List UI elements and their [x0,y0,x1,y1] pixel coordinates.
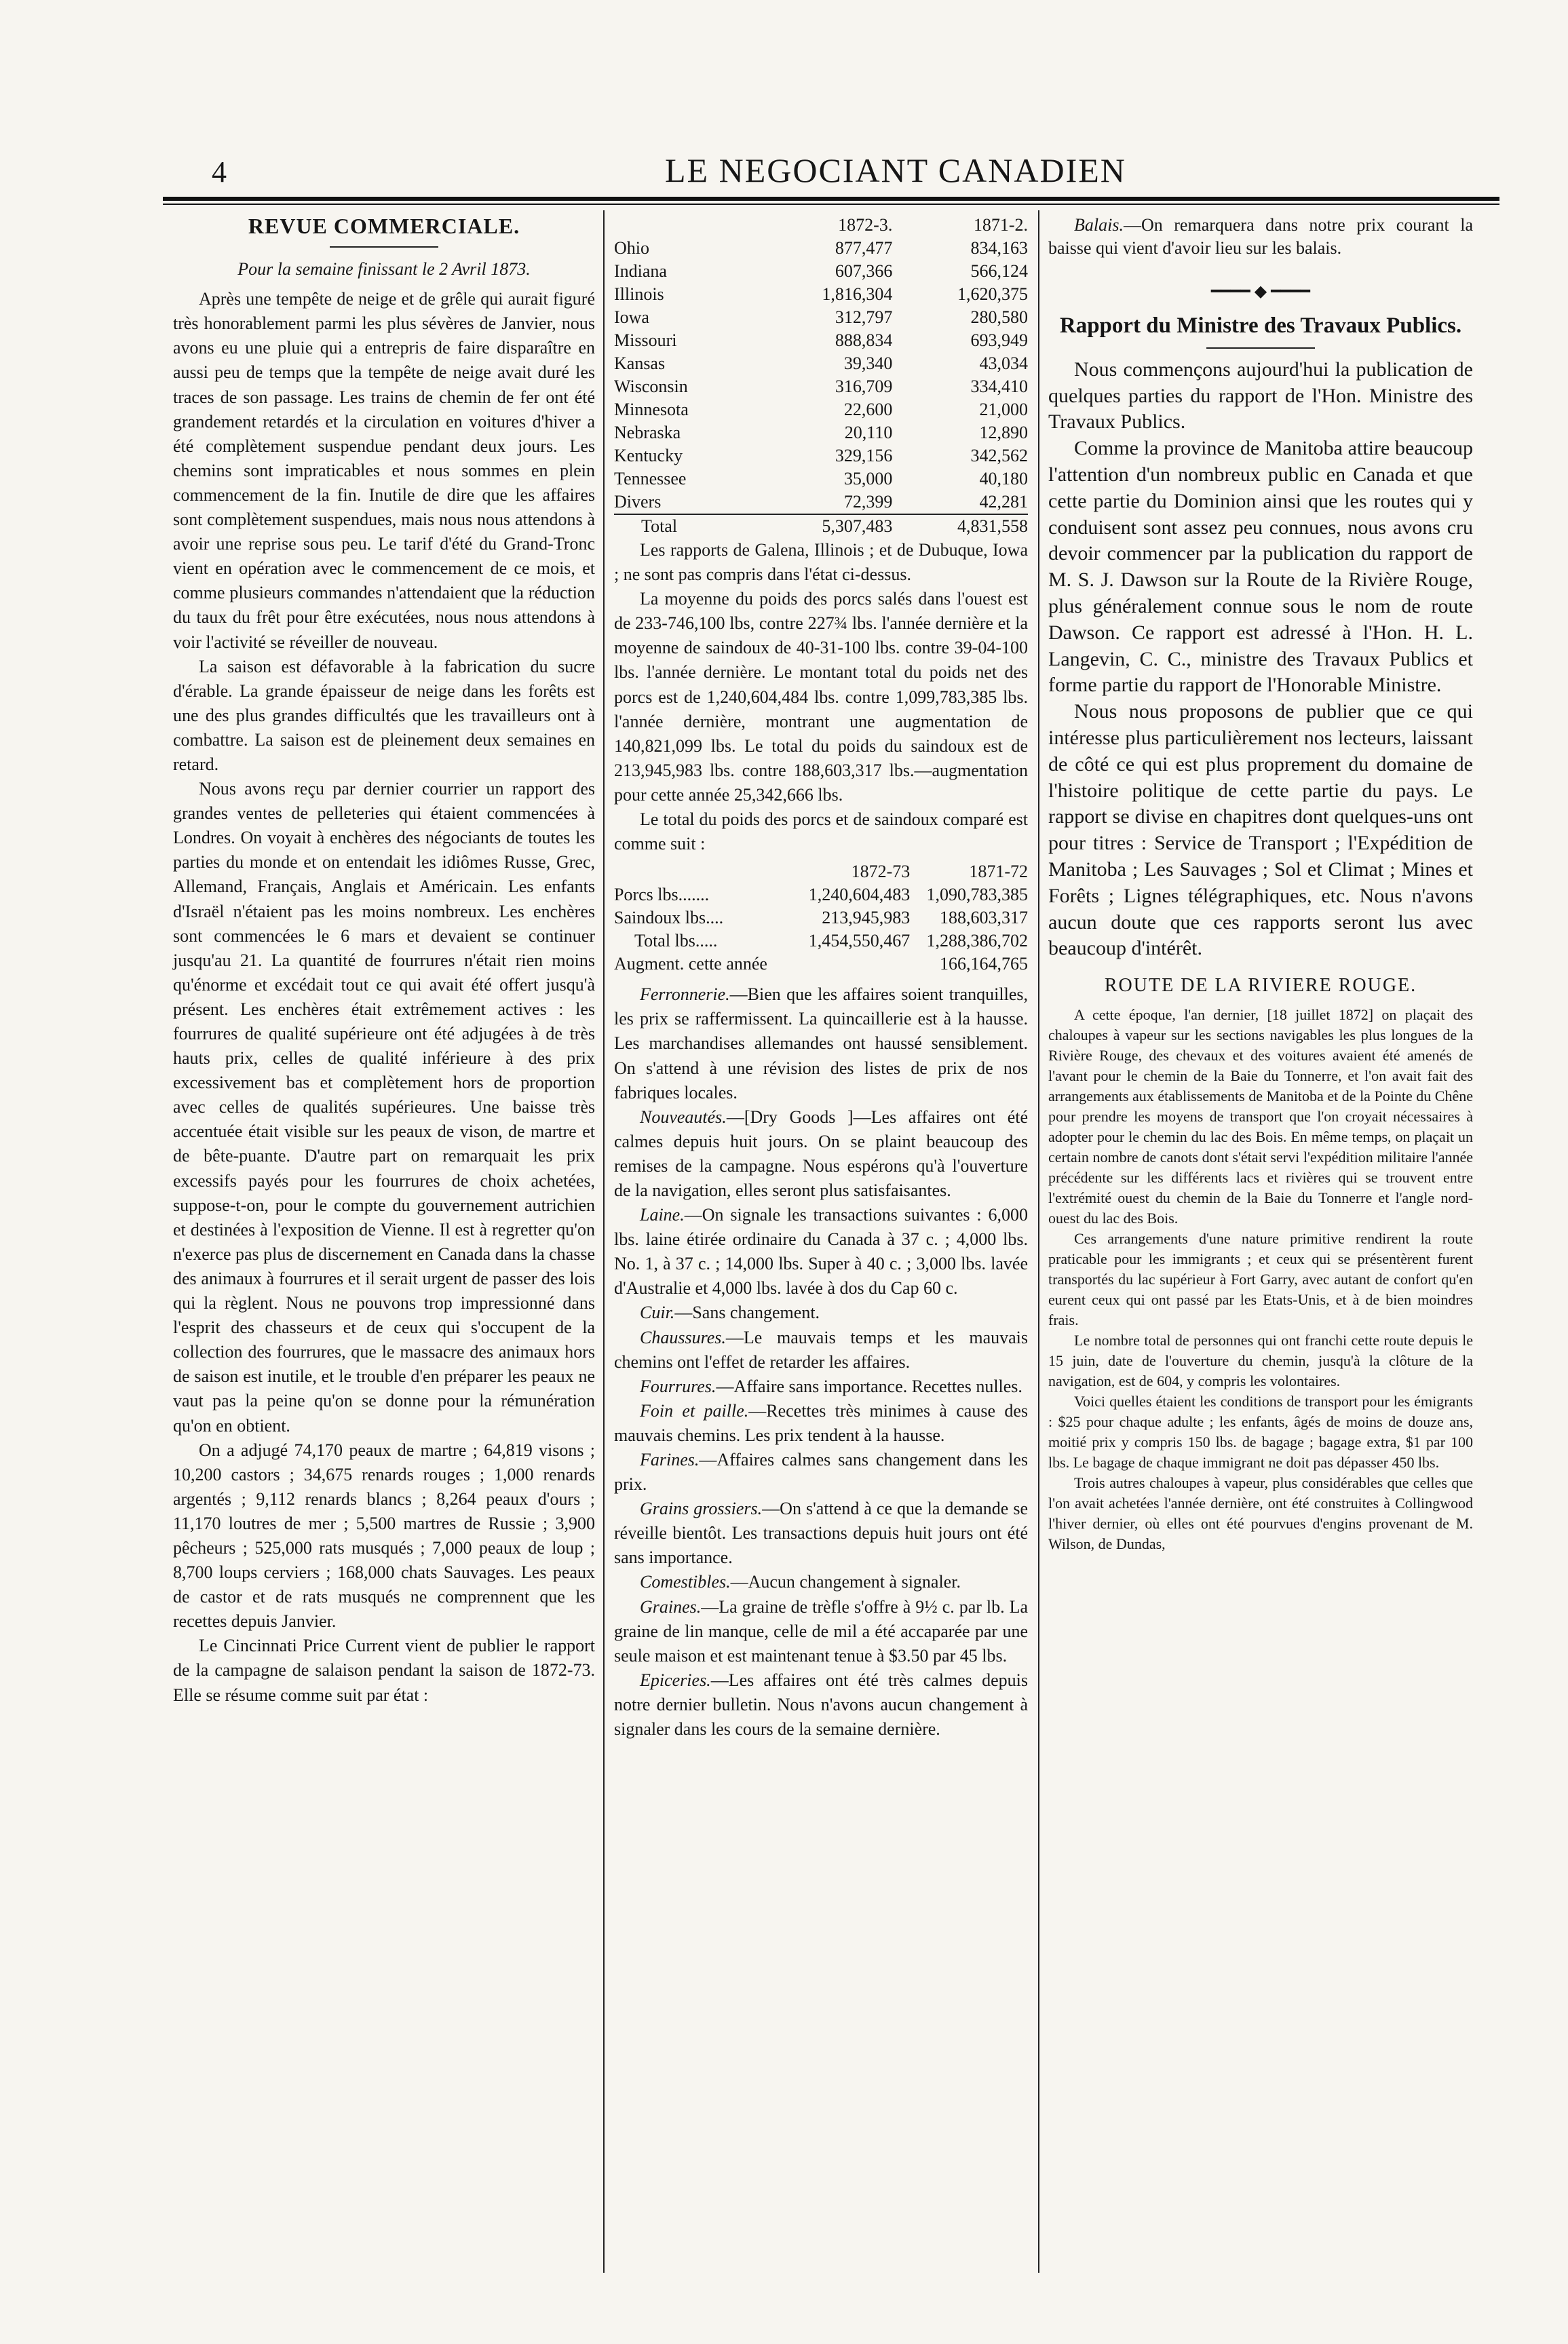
market-item: Farines.—Affaires calmes sans changement dans les prix. [614,1450,1028,1495]
market-item: Laine.—On signale les transactions suivantes : 6,000 lbs. laine étirée ordinaire du Canada à 37 c. ; 4,000 lbs. No. 1, à 37 c. ; 14,000 lbs. Super à 40 c. ; 3,000 lbs. lavée d'Australie et 4,000 lbs. lavée à dos du Cap 60 c. [614,1205,1028,1299]
page-number: 4 [212,155,227,189]
table-row: Tennessee 35,000 40,180 [614,469,1028,488]
table-header-row [614,214,1028,237]
paragraph: Le total du poids des porcs et de saindoux comparé est comme suit : [614,809,1028,854]
table-row: Kansas 39,340 43,034 [614,353,1028,373]
table-total-row: Total lbs..... 1,454,550,467 1,288,386,702 [634,931,1028,951]
table-row: Minnesota 22,600 21,000 [614,400,1028,419]
market-item: Epiceries.—Les affaires ont été très calmes depuis notre dernier bulletin. Nous n'avons aucun changement à signaler dans les cours de la semaine dernière. [614,1670,1028,1740]
column-revue-commerciale [173,214,595,1708]
paragraph: Les rapports de Galena, Illinois ; et de Dubuque, Iowa ; ne sont pas compris dans l'état ci-dessus. [614,540,1028,585]
market-item: Graines.—La graine de trèfle s'offre à 9½ c. par lb. La graine de lin manque, celle de mil a été accaparée par une seule maison et est maintenant tenue à $3.50 par 45 lbs. [614,1596,1028,1666]
comparison-table [614,860,1028,976]
market-item: Foin et paille.—Recettes très minimes à cause des mauvais chemins. Les prix tendent à la hausse. [614,1400,1028,1445]
table-row: Saindoux lbs.... 213,945,983 188,603,317 [614,908,1028,928]
column-divider [603,210,605,2273]
table-row: Porcs lbs....... 1,240,604,483 1,090,783,385 [614,885,1028,905]
table-row: Ohio 877,477 834,163 [614,238,1028,258]
column-header: 1872-3. [838,215,893,235]
market-items [614,982,1028,1742]
header-rule-thin [163,204,1499,205]
column-travaux-publics [1048,214,1473,1554]
table-row: Missouri 888,834 693,949 [614,330,1028,350]
paragraph: Nous commençons aujourd'hui la publication de quelques parties du rapport de l'Hon. Ministre des Travaux Publics. [1048,358,1473,434]
table-header-row: 1872-73 1871-72 [851,862,1028,882]
issue-date: Pour la semaine finissant le 2 Avril 1873. [237,259,531,280]
table-row: Indiana 607,366 566,124 [614,261,1028,281]
column-header: 1871-2. [973,215,1028,235]
salaison-table [614,214,1028,538]
paragraph: La moyenne du poids des porcs salés dans l'ouest est de 233-746,100 lbs, contre 227¾ lbs. l'année dernière et la moyenne de saindoux de 40-31-100 lbs. contre 39-04-100 lbs. l'année dernière. Le montant total du poids net des porcs est de 1,240,604,484 lbs. contre 1,099,783,385 lbs. l'année dernière, montrant une augmentation de 140,821,099 lbs. Le total du poids du saindoux est de 213,945,983 lbs. contre 188,603,317 lbs.—augmentation pour cette année 25,342,666 lbs. [614,589,1028,805]
market-item: Ferronnerie.—Bien que les affaires soient tranquilles, les prix se raffermissent. La quincaillerie est à la hausse. Les marchandises allemandes ont haussé sensiblement. On s'attend à une révision des listes de prix de nos fabriques locales. [614,984,1028,1102]
paragraph: Ces arrangements d'une nature primitive rendirent la route praticable pour les immigrants ; et ceux qui se présentèrent furent transportés du lac supérieur à Fort Garry, avec autant de confort qu'en eurent ceux qui ont passé par les Etats-Unis, et à de bien moindres frais. [1048,1229,1473,1328]
column-statistics [614,214,1028,1742]
market-item: Grains grossiers.—On s'attend à ce que la demande se réveille bientôt. Les transactions depuis huit jours ont été sans importance. [614,1499,1028,1568]
paragraph: La saison est défavorable à la fabrication du sucre d'érable. La grande épaisseur de neige dans les forêts est une des plus grandes difficultés que les travailleurs ont à combattre. La saison est de pleinement deux semaines en retard. [173,656,595,774]
paragraph: Après une tempête de neige et de grêle qui aurait figuré très honorablement parmi les plus sévères de Janvier, nous avons eu une pluie qui a entrepris de faire disparaître en aussi peu de temps que la tempête de neige avait duré les traces de son passage. Les trains de chemin de fer ont été grandement retardés et la circulation en voitures d'hiver a été complètement suspendue pendant deux jours. Les chemins sont impraticables et nous sommes en plein commencement de la fin. Inutile de dire que les affaires sont complètement suspendues, mais nous nous attendons à avoir une reprise sous peu. Le tarif d'été du Grand-Tronc vient en opération avec le commencement de ce mois, et comme plusieurs commandes n'attendaient que la réduction du taux du frêt pour être exécutées, nous nous attendons à voir l'activité se réveiller de nouveau. [173,289,595,652]
paragraph: Nous avons reçu par dernier courrier un rapport des grandes ventes de pelleteries qui étaient commencées à Londres. On voyait à enchères des négociants de toutes les parties du monde et on entendait les idiômes Russe, Grec, Allemand, Français, Anglais et Américain. Les enfants d'Israël n'étaient pas les moins nombreux. Les enchères sont commencées le 6 mars et devaient se continuer jusqu'au 21. La quantité de fourrures n'était rien moins qu'énorme et excédait tout ce qui avait été offert jusqu'à présent. Les enchères était extrêmement actives : les fourrures de qualité supérieure ont été adjugées à de très hauts prix, celles de qualité inférieure à des prix excessivement bas et complètement hors de proportion avec celles de qualités supérieures. Une baisse très accentuée était visible sur les peaux de vison, de martre et de bête-puante. D'autre part on remarquait les prix excessifs payés pour les fourrures de choix achetées, suppose-t-on, pour le compte du gouvernement autrichien et destinées à l'exposition de Vienne. Il est à regretter qu'on n'exerce pas plus de discernement en Canada dans la chasse des animaux à fourrures et il serait urgent de passer des lois qui la règlent. Nous ne pouvons trop impressionné dans l'esprit des chasseurs et de ceux qui s'occupent de la collection des fourrures, que le massacre des animaux hors de saison est inutile, et le trouble d'en préparer les peaux ne vaut pas la peine qu'on se donne pour la rémunération qu'on en obtient. [173,779,595,1436]
paragraph: Trois autres chaloupes à vapeur, plus considérables que celles que l'on avait achetées l'année dernière, ont été construites à Collingwood l'hiver dernier, où elles ont été pourvues d'engins provenant de M. Wilson, de Dundas, [1048,1474,1473,1552]
market-item: Fourrures.—Affaire sans importance. Recettes nulles. [640,1376,1022,1396]
paragraph: On a adjugé 74,170 peaux de martre ; 64,819 visons ; 10,200 castors ; 34,675 renards rouges ; 1,000 renards argentés ; 9,112 renards blancs ; 8,264 peaux d'ours ; 11,170 loutres de mer ; 5,500 martres de Russie ; 3,900 pêcheurs ; 525,000 rats musqués ; 7,000 peaux de loup ; 8,700 loups cerviers ; 168,000 chats Sauvages. Les peaux de castor et de rats musqués ne comprennent que les recettes depuis Janvier. [173,1440,595,1632]
sub-heading: ROUTE DE LA RIVIERE ROUGE. [1104,975,1417,997]
section-heading: REVUE COMMERCIALE. [248,214,520,238]
paragraph: Comme la province de Manitoba attire beaucoup l'attention d'un nombreux public en Canada et que cette partie du Dominion ainsi que les routes qui y conduisent sont assez peu connues, nous avons cru devoir commencer par la publication du rapport de M. S. J. Dawson sur la Route de la Rivière Rouge, plus généralement connue sous le nom de route Dawson. Ce rapport est adressé à l'Hon. H. L. Langevin, C. C., ministre des Travaux Publics et forme partie du rapport de l'Honorable Ministre. [1048,437,1473,697]
market-item: Nouveautés.—[Dry Goods ]—Les affaires ont été calmes depuis huit jours. On se plaint beaucoup des remises de la campagne. Nous espérons qu'à l'ouverture de la navigation, elles seront plus satisfaisantes. [614,1107,1028,1200]
header-rule [163,197,1499,201]
market-item: Chaussures.—Le mauvais temps et les mauvais chemins ont l'effet de retarder les affaires. [614,1327,1028,1372]
heading-rule [1206,347,1315,349]
table-row: Divers 72,399 42,281 [614,492,1028,512]
ornament-divider: ━━━━ ◆ ━━━━ [1210,283,1311,301]
paragraph: Voici quelles étaient les conditions de transport pour les émigrants : $25 pour chaque adulte ; les enfants, âgés de moins de douze ans, moitié prix y compris 150 lbs. de bagage ; bagage extra, $1 par 100 lbs. Le bagage de chaque immigrant ne doit pas dépasser 450 lbs. [1048,1392,1473,1471]
newspaper-title: LE NEGOCIANT CANADIEN [665,151,1126,189]
market-item: Cuir.—Sans changement. [640,1303,820,1323]
heading-rule [330,246,438,248]
table-row: Augment. cette année 166,164,765 [614,954,1028,974]
table-row: Wisconsin 316,709 334,410 [614,377,1028,396]
paragraph: Le Cincinnati Price Current vient de publier le rapport de la campagne de salaison pendant la saison de 1872-73. Elle se résume comme suit par état : [173,1636,595,1705]
article-heading: Rapport du Ministre des Travaux Publics. [1059,313,1462,338]
paragraph: Le nombre total de personnes qui ont franchi cette route depuis le 15 juin, date de l'ouverture du chemin, jusqu'à la clôture de la navigation, est de 604, y compris les volontaires. [1048,1331,1473,1389]
paragraph: A cette époque, l'an dernier, [18 juillet 1872] on plaçait des chaloupes à vapeur sur les sections navigables les plus longues de la Rivière Rouge, des chevaux et des voitures avaient été amenés de l'avant pour le chemin de la Baie du Tonnerre, et l'on avait fait des arrangements aux établissements de Manitoba et de la Pointe du Chêne pour prendre les moyens de transport que l'on croyait nécessaires à adopter pour le chemin du lac des Bois. En même temps, on plaçait un certain nombre de canots dont s'était servi l'expédition militaire l'année précédente sur les différents lacs et rivières qui se trouvent entre l'extrémité ouest du chemin de la Baie du Tonnerre et l'angle nord-ouest du lac des Bois. [1048,1005,1473,1227]
market-item: Balais.—On remarquera dans notre prix courant la baisse qui vient d'avoir lieu sur les balais. [1048,215,1473,258]
column-divider [1038,210,1039,2273]
table-total-row: Total 5,307,483 4,831,558 [614,514,1028,538]
table-row: Nebraska 20,110 12,890 [614,423,1028,442]
table-row: Illinois 1,816,304 1,620,375 [614,284,1028,304]
paragraph: Nous nous proposons de publier que ce qui intéresse plus particulièrement nos lecteurs, laissant de côté ce qui est plus proprement du domaine de l'histoire politique de cette partie du pays. Le rapport se divise en chapitres dont quelques-uns ont pour titres : Service de Transport ; l'Expédition de Manitoba ; Les Sauvages ; Sol et Climat ; Mines et Forêts ; Lignes télégraphiques, etc. Nous n'avons aucun doute que ces rapports seront lus avec beaucoup d'intérêt. [1048,700,1473,960]
table-row: Kentucky 329,156 342,562 [614,446,1028,465]
table-row: Iowa 312,797 280,580 [614,307,1028,327]
market-item: Comestibles.—Aucun changement à signaler. [640,1572,961,1592]
